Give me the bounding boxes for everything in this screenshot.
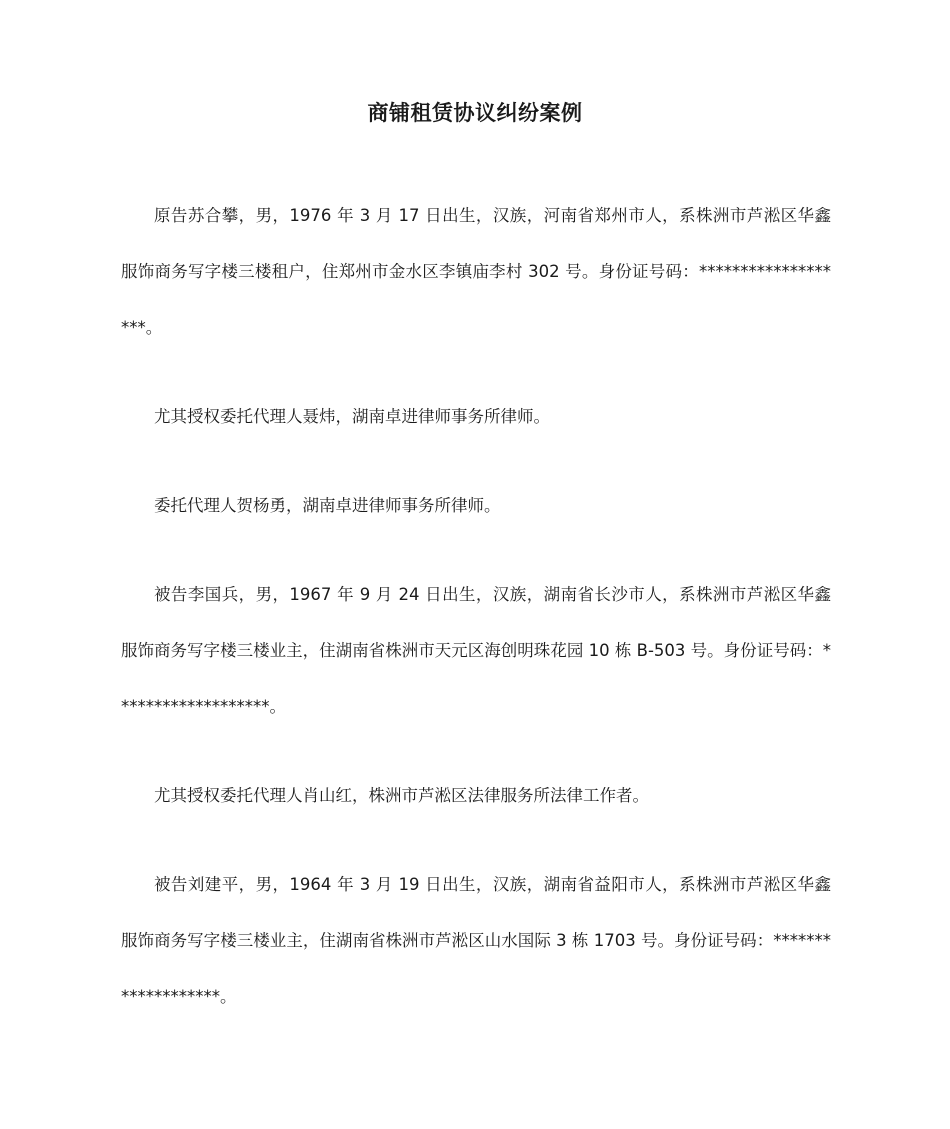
paragraph-plaintiff: 原告苏合攀，男，1976 年 3 月 17 日出生，汉族，河南省郑州市人，系株洲市芦淞区华鑫服饰商务写字楼三楼租户，住郑州市金水区李镇庙李村 302 号。身份证号码：*******************。: [121, 206, 831, 337]
paragraph-defendant-1: 被告李国兵，男，1967 年 9 月 24 日出生，汉族，湖南省长沙市人，系株洲市芦淞区华鑫服饰商务写字楼三楼业主，住湖南省株洲市天元区海创明珠花园 10 栋 B-503 号。身份证号码：*******************。: [121, 585, 831, 716]
document-body: [121, 188, 831, 1058]
paragraph-agent-1: 尤其授权委托代理人聂炜，湖南卓进律师事务所律师。: [154, 407, 550, 426]
document-title: 商铺租赁协议纠纷案例: [367, 101, 583, 125]
paragraph-agent-2: 委托代理人贺杨勇，湖南卓进律师事务所律师。: [154, 496, 501, 515]
paragraph-defendant-2: 被告刘建平，男，1964 年 3 月 19 日出生，汉族，湖南省益阳市人，系株洲市芦淞区华鑫服饰商务写字楼三楼业主，住湖南省株洲市芦淞区山水国际 3 栋 1703 号。身份证号码：*******************。: [121, 875, 831, 1006]
paragraph-agent-3: 尤其授权委托代理人肖山红，株洲市芦淞区法律服务所法律工作者。: [154, 786, 649, 805]
